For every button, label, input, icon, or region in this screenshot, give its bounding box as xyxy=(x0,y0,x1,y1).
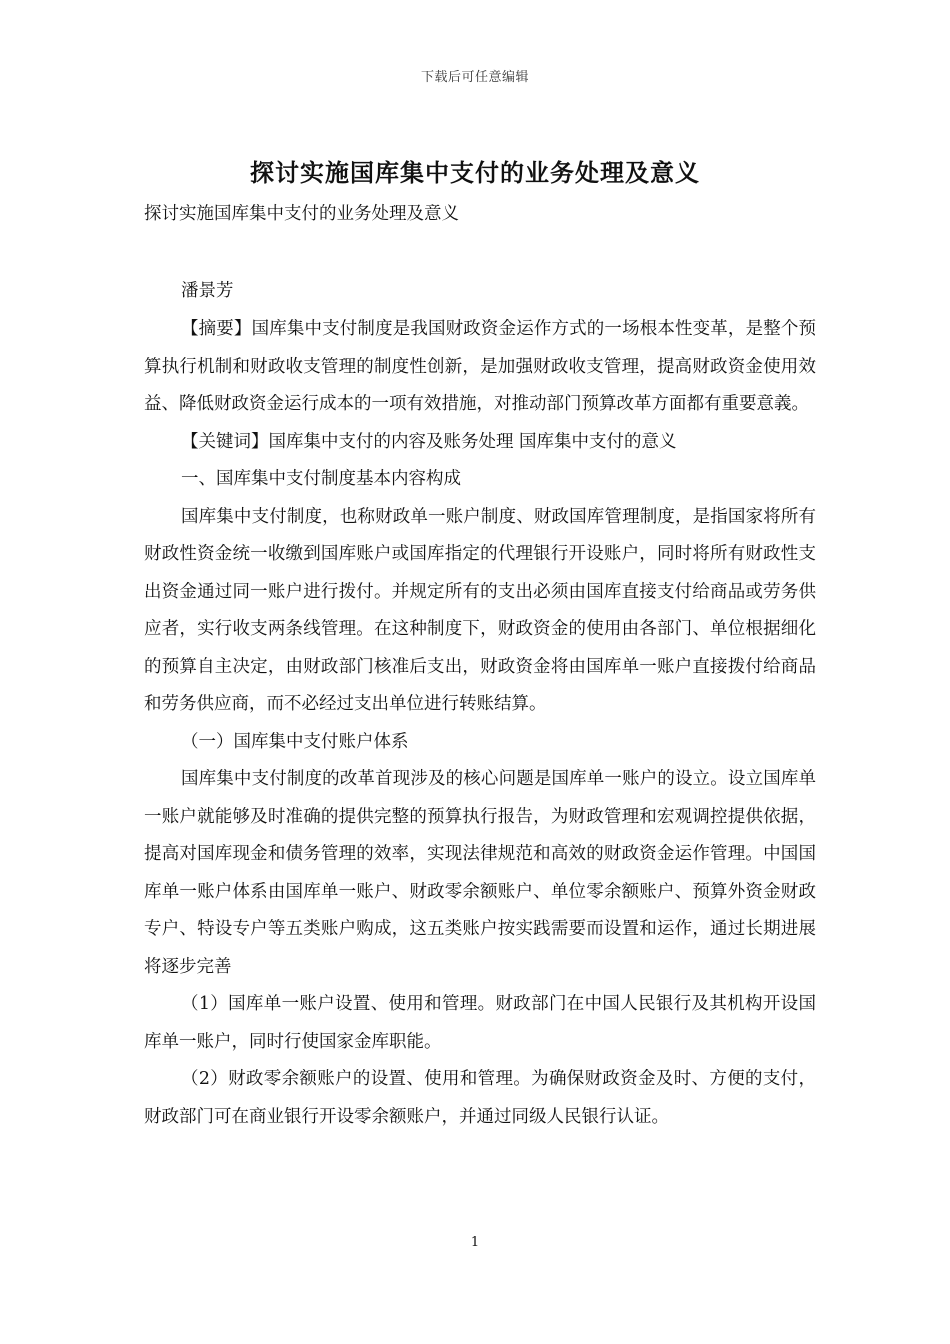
author-name: 潘景芳 xyxy=(181,281,234,301)
body-paragraph: 国库集中支付制度，也称财政单一账户制度、财政国库管理制度，是指国家将所有财政性资金统一收缴到国库账户或国库指定的代理银行开设账户，同时将所有财政性支出资金通过同一账户进行拨付。并规定所有的支出必须由国库直接支付给商品或劳务供应者，实行收支两条线管理。在这种制度下，财政资金的使用由各部门、单位根据细化的预算自主决定，由财政部门核准后支出，财政资金将由国库单一账户直接拨付给商品和劳务供应商，而不必经过支出单位进行转账结算。 xyxy=(144,506,816,714)
body-paragraph: 国库集中支付制度的改革首现涉及的核心问题是国库单一账户的设立。设立国库单一账户就能够及时准确的提供完整的预算执行报告，为财政管理和宏观调控提供依据，提高对国库现金和债务管理的效率，实现法律规范和高效的财政资金运作管理。中国国库单一账户体系由国库单一账户、财政零余额账户、单位零余额账户、预算外资金财政专户、特设专户等五类账户购成，这五类账户按实践需要而设置和运作，通过长期进展将逐步完善 xyxy=(144,769,816,977)
abstract-paragraph: 【摘要】国库集中支付制度是我国财政资金运作方式的一场根本性变革，是整个预算执行机制和财政收支管理的制度性创新，是加强财政收支管理，提高财政资金使用效益、降低财政资金运行成本的一项有效措施，对推动部门预算改革方面都有重要意義。 xyxy=(144,319,816,414)
header-note: 下载后可任意编辑 xyxy=(420,70,529,85)
document-title: 探讨实施国库集中支付的业务处理及意义 xyxy=(250,158,700,187)
list-item-paragraph: （1）国库单一账户设置、使用和管理。财政部门在中国人民银行及其机构开设国库单一账户，同时行使国家金库职能。 xyxy=(144,994,816,1052)
document-subtitle: 探讨实施国库集中支付的业务处理及意义 xyxy=(144,204,459,224)
section-heading: 一、国库集中支付制度基本内容构成 xyxy=(181,469,461,489)
body-text xyxy=(144,311,816,1136)
subsection-heading: （一）国库集中支付账户体系 xyxy=(181,731,409,752)
keywords-paragraph: 【关键词】国库集中支付的内容及账务处理 国库集中支付的意义 xyxy=(181,431,677,452)
list-item-paragraph: （2）财政零余额账户的设置、使用和管理。为确保财政资金及时、方便的支付，财政部门可在商业银行开设零余额账户，并通过同级人民银行认证。 xyxy=(144,1069,816,1127)
page-number: 1 xyxy=(470,1235,480,1250)
